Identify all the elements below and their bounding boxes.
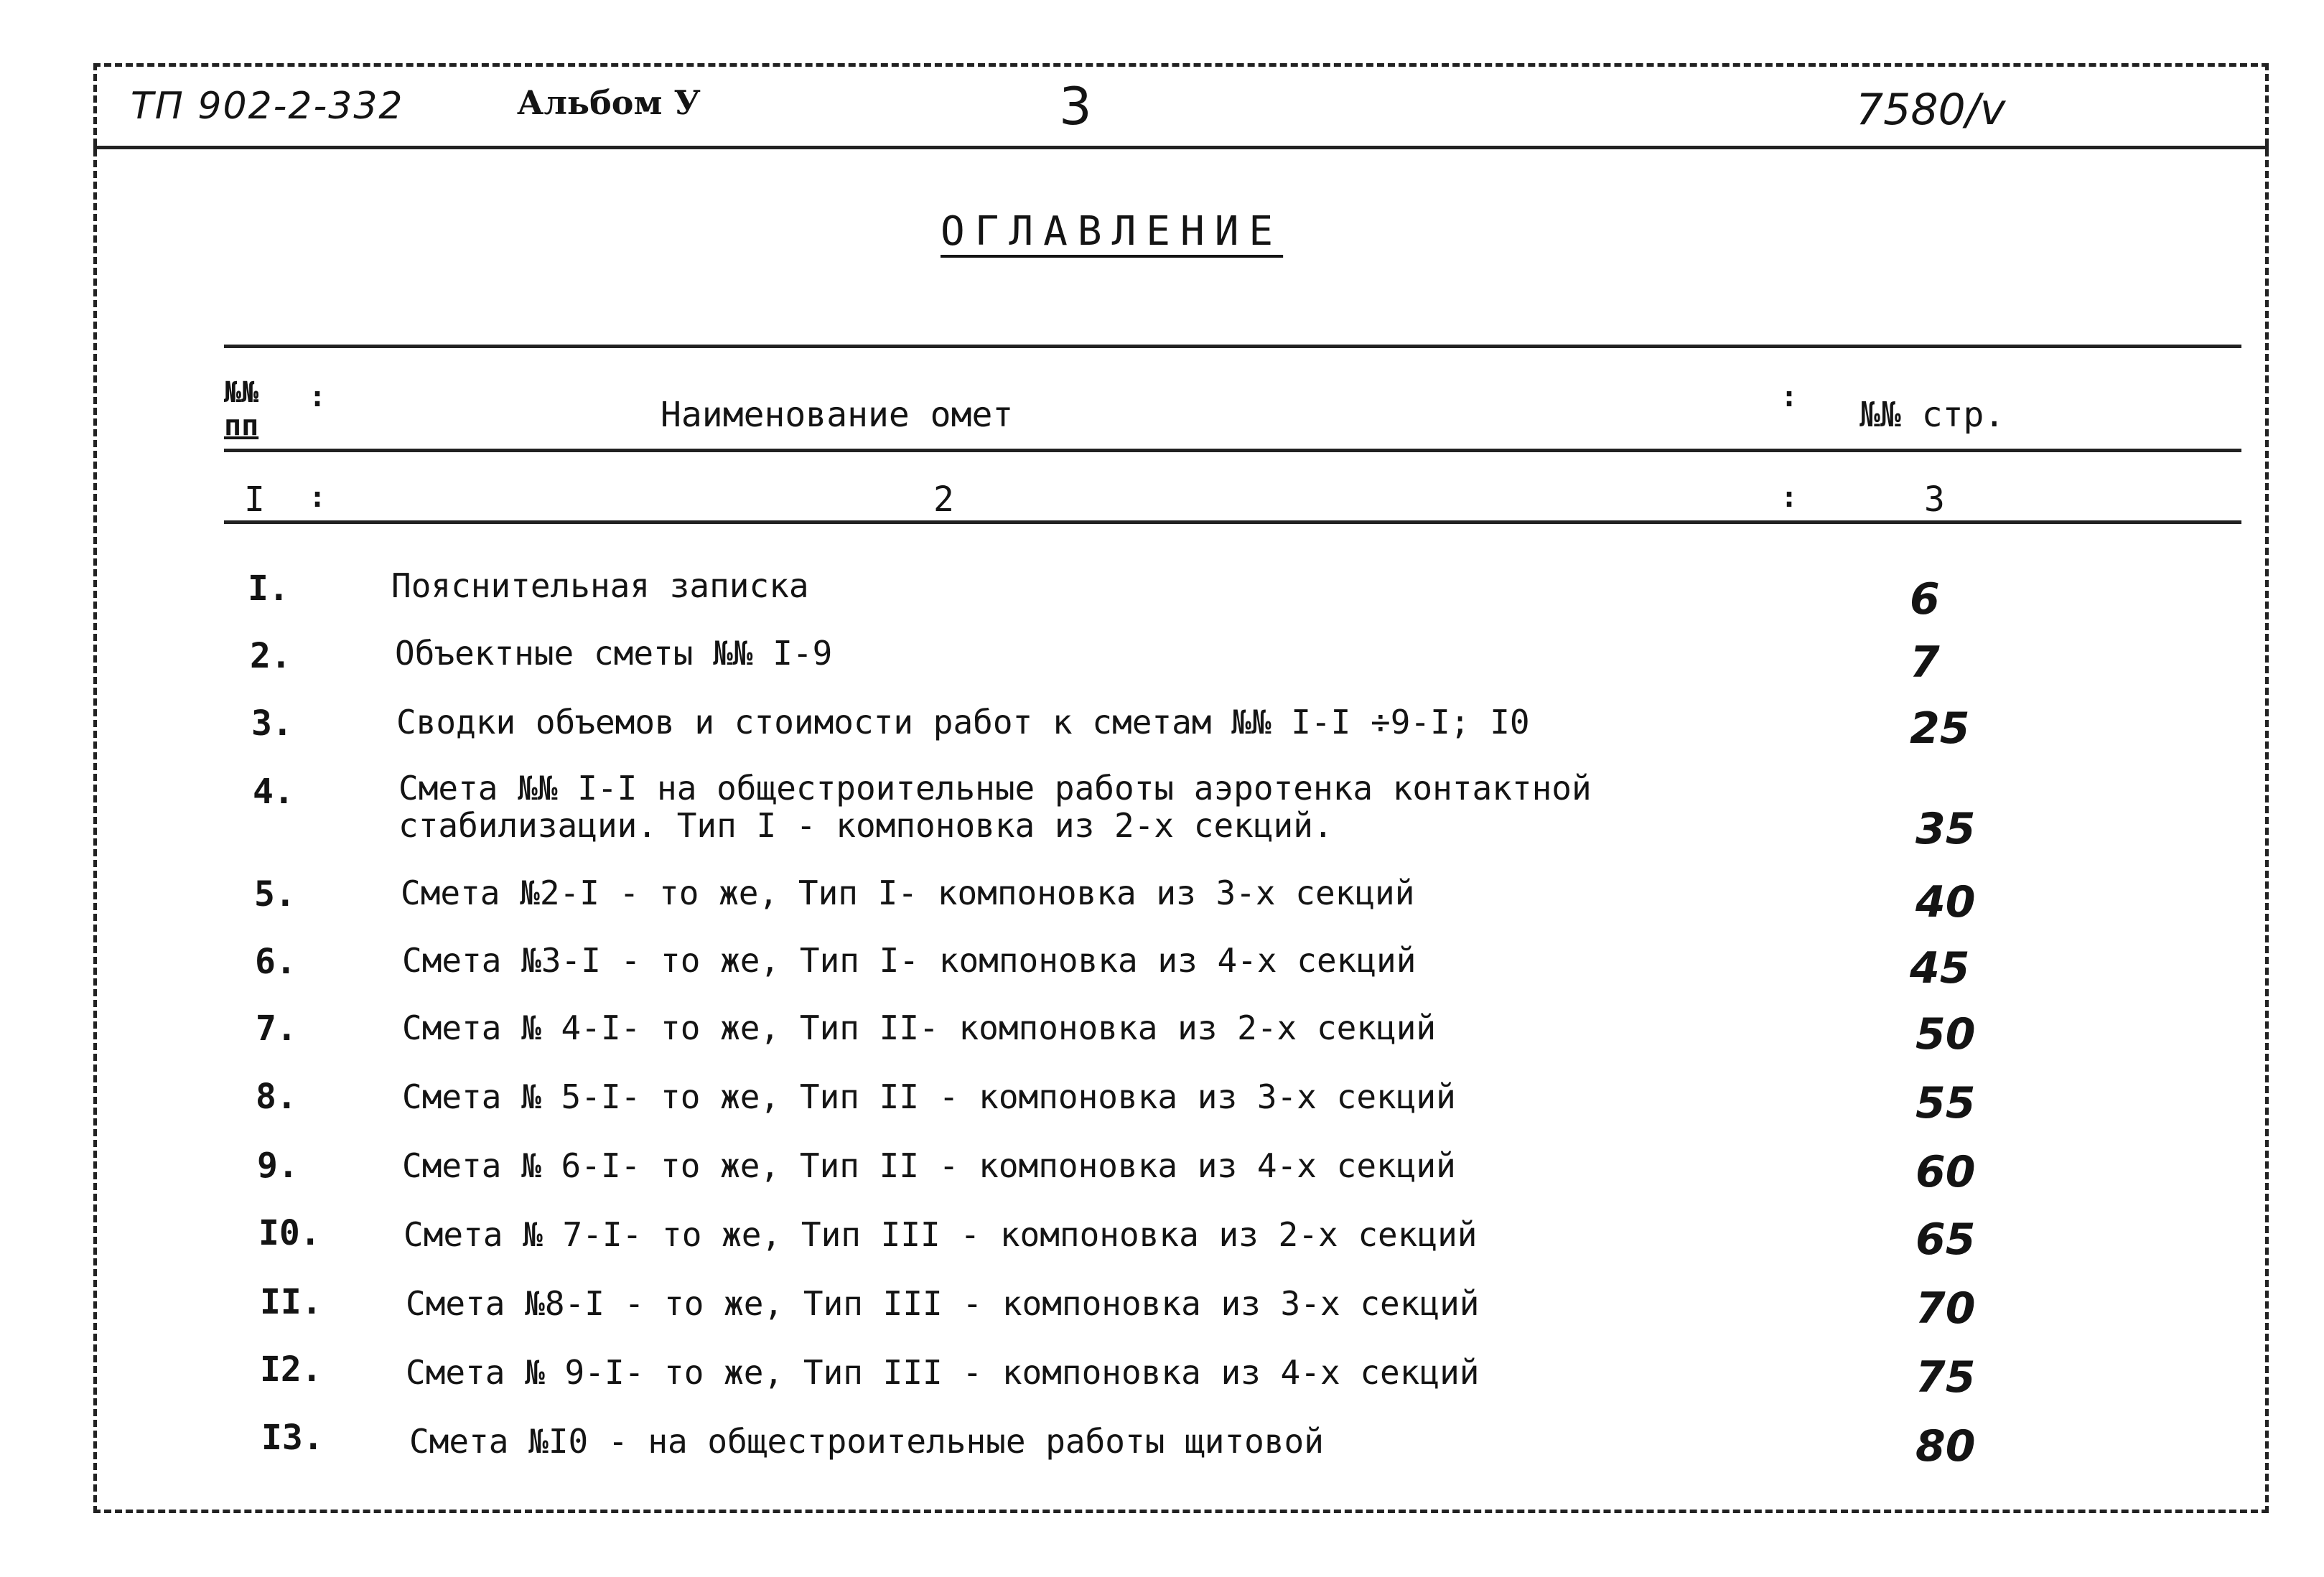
row-number: I2. <box>260 1349 322 1390</box>
row-page: 60 <box>1915 1147 1976 1197</box>
column-number-3: 3 <box>1924 479 1945 520</box>
row-number: 6. <box>255 942 297 982</box>
row-number: 2. <box>250 636 291 676</box>
row-title: Сводки объемов и стоимости работ к сметам №№ I-I ÷9-I; I0 <box>396 703 1530 741</box>
row-page: 75 <box>1915 1352 1976 1403</box>
row-page: 55 <box>1915 1078 1976 1128</box>
table-top-rule <box>224 345 2241 348</box>
row-number: 5. <box>254 874 296 914</box>
row-title: Смета №2-I - то же, Тип I- компоновка из 3-х секций <box>401 874 1415 912</box>
column-number-2: 2 <box>933 479 954 520</box>
row-title: Смета №8-I - то же, Тип III - компоновка из 3-х секций <box>406 1284 1480 1323</box>
document-number: 7580/v <box>1856 85 2006 135</box>
row-title: Смета №№ I-I на общестроительные работы аэротенка контактной стабилизации. Тип I - компоновка из 2-х секций. <box>398 769 1592 845</box>
column-number-1: I <box>244 479 265 520</box>
row-title: Смета № 7-I- то же, Тип III - компоновка из 2-х секций <box>403 1215 1478 1254</box>
row-title: Смета № 9-I- то же, Тип III - компоновка из 4-х секций <box>406 1353 1480 1392</box>
row-title: Смета № 6-I- то же, Тип II - компоновка из 4-х секций <box>402 1146 1456 1185</box>
album-label: Альбом У <box>517 83 701 122</box>
row-title: Смета № 4-I- то же, Тип II- компоновка из 2-х секций <box>402 1009 1437 1047</box>
row-page: 40 <box>1915 877 1976 927</box>
row-page: 7 <box>1910 637 1940 688</box>
header-separator: : <box>1781 481 1798 514</box>
header-name: Наименование омет <box>661 395 1014 435</box>
header-num-bottom: пп <box>224 409 259 442</box>
row-number: II. <box>260 1282 322 1322</box>
row-number: 9. <box>257 1146 299 1186</box>
row-page: 80 <box>1915 1421 1976 1471</box>
header-num-top: №№ <box>224 376 259 409</box>
header-separator: : <box>309 380 327 413</box>
row-number: I0. <box>258 1213 321 1253</box>
page-title: ОГЛАВЛЕНИЕ <box>941 208 1284 255</box>
column-number-rule <box>224 520 2241 524</box>
project-code: ТП 902-2-332 <box>131 85 404 128</box>
row-title: Смета №3-I - то же, Тип I- компоновка из 4-х секций <box>402 941 1417 980</box>
sheet-number: 3 <box>1059 76 1092 136</box>
row-page: 70 <box>1915 1283 1976 1334</box>
row-page: 6 <box>1910 574 1940 624</box>
row-title: Смета № 5-I- то же, Тип II - компоновка из 3-х секций <box>402 1077 1456 1116</box>
header-page: №№ стр. <box>1859 395 2005 435</box>
row-number: 4. <box>253 772 294 812</box>
row-number: I. <box>248 568 289 609</box>
title-block <box>93 63 2269 149</box>
row-page: 25 <box>1910 703 1970 754</box>
row-title: Объектные сметы №№ I-9 <box>395 634 833 673</box>
row-number: 3. <box>251 703 293 744</box>
row-page: 65 <box>1915 1215 1976 1265</box>
row-number: I3. <box>261 1418 324 1458</box>
header-separator: : <box>309 481 327 514</box>
header-rule <box>224 449 2241 452</box>
row-title: Пояснительная записка <box>391 566 809 605</box>
row-page: 50 <box>1915 1009 1976 1059</box>
header-separator: : <box>1781 380 1798 413</box>
row-page: 35 <box>1915 804 1976 854</box>
row-number: 7. <box>256 1009 297 1049</box>
row-number: 8. <box>256 1077 297 1117</box>
row-title: Смета №I0 - на общестроительные работы щитовой <box>409 1422 1324 1461</box>
row-page: 45 <box>1910 943 1970 993</box>
